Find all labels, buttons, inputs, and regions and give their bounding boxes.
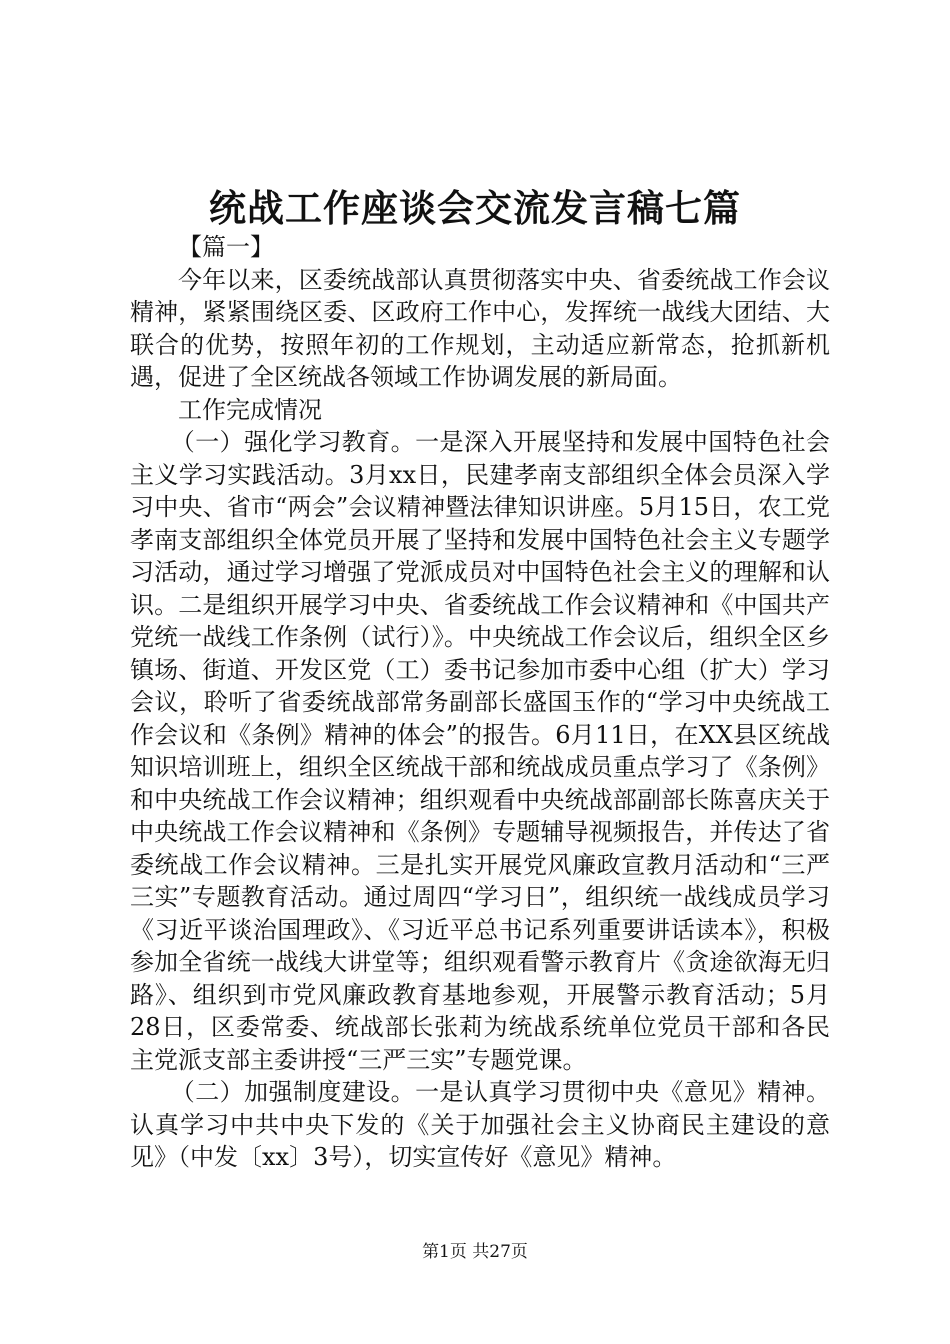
- page-number: 第1页 共27页: [422, 1242, 528, 1262]
- document-body: [130, 231, 830, 1174]
- paragraph: （一）强化学习教育。一是深入开展坚持和发展中国特色社会主义学习实践活动。3月xx日，民建孝南支部组织全体会员深入学习中央、省市“两会”会议精神暨法律知识讲座。5月15日，农工党孝南支部组织全体党员开展了坚持和发展中国特色社会主义专题学习活动，通过学习增强了党派成员对中国特色社会主义的理解和认识。二是组织开展学习中央、省委统战工作会议精神和《中国共产党统一战线工作条例（试行）》。中央统战工作会议后，组织全区乡镇场、街道、开发区党（工）委书记参加市委中心组（扩大）学习会议，聆听了省委统战部常务副部长盛国玉作的“学习中央统战工作会议和《条例》精神的体会”的报告。6月11日，在XX县区统战知识培训班上，组织全区统战干部和统战成员重点学习了《条例》和中央统战工作会议精神；组织观看中央统战部副部长陈喜庆关于中央统战工作会议精神和《条例》专题辅导视频报告，并传达了省委统战工作会议精神。三是扎实开展党风廉政宣教月活动和“三严三实”专题教育活动。通过周四“学习日”，组织统一战线成员学习《习近平谈治国理政》、《习近平总书记系列重要讲话读本》，积极参加全省统一战线大讲堂等；组织观看警示教育片《贪途欲海无归路》、组织到市党风廉政教育基地参观，开展警示教育活动；5月28日，区委常委、统战部长张莉为统战系统单位党员干部和各民主党派支部主委讲授“三严三实”专题党课。: [130, 428, 830, 1074]
- subheading: 工作完成情况: [178, 395, 322, 424]
- paragraph: 今年以来，区委统战部认真贯彻落实中央、省委统战工作会议精神，紧紧围绕区委、区政府工作中心，发挥统一战线大团结、大联合的优势，按照年初的工作规划，主动适应新常态，抢抓新机遇，促进了全区统战各领域工作协调发展的新局面。: [130, 265, 830, 391]
- document-title: 统战工作座谈会交流发言稿七篇: [209, 186, 741, 230]
- section-heading: 【篇一】: [178, 233, 274, 261]
- paragraph: （二）加强制度建设。一是认真学习贯彻中央《意见》精神。认真学习中共中央下发的《关于加强社会主义协商民主建设的意见》（中发〔xx〕3号），切实宣传好《意见》精神。: [130, 1078, 830, 1171]
